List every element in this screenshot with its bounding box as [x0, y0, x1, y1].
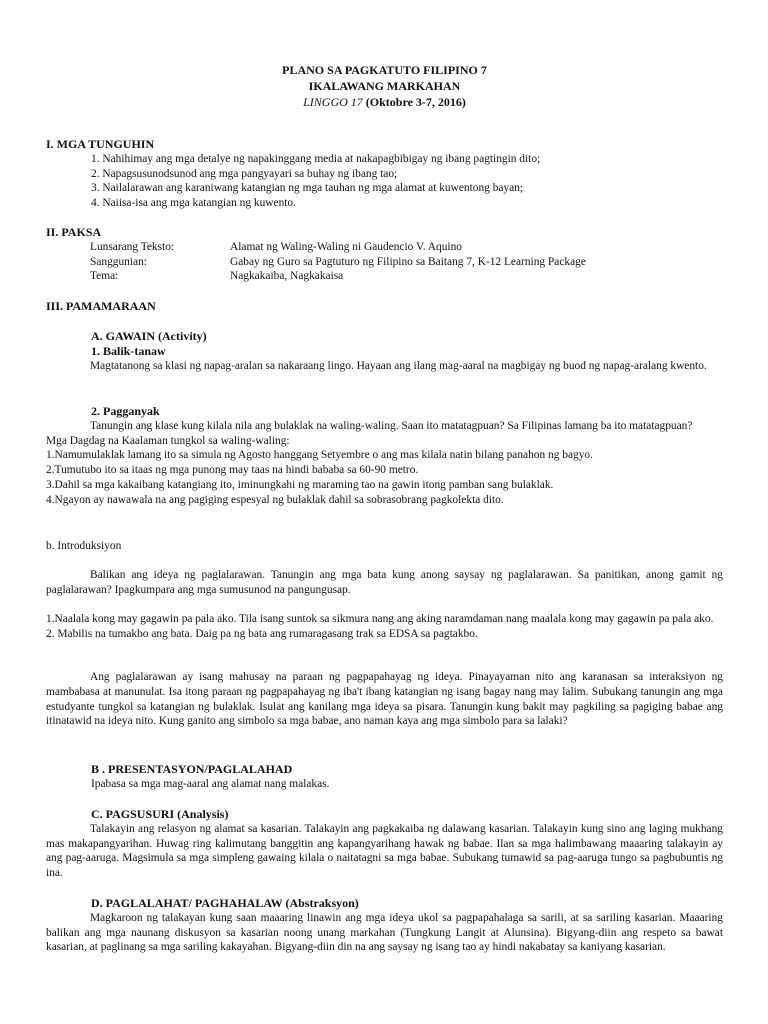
header-week-line — [46, 94, 723, 110]
comparison-item: 1.Naalala kong may gagawin pa pala ako. Tila isang suntok sa sikmura nang ang aking naramdaman nang maalala kong may gagawin pa pala ako. — [46, 613, 714, 625]
activity-title: A. GAWAIN (Activity) — [91, 329, 207, 343]
objective-item: 1. Nahihimay ang mga detalye ng napakinggang media at nakapagbibigay ng ibang pagtingin dito; — [91, 152, 541, 165]
objective-item: 3. Nailalarawan ang karaniwang katangian ng mga tauhan ng mga alamat at kuwentong bayan; — [91, 182, 524, 195]
analysis-block — [46, 807, 723, 881]
introduction-text: Balikan ang ideya ng paglalarawan. Tanungin ang mga bata kung anong saysay ng paglalarawan. Sa panitikan, anong gamit ng paglalarawan? Ipagkumpara ang mga sumusunod na pangungusap. — [46, 569, 723, 596]
abstraction-title: D. PAGLALAHAT/ PAGHAHALAW (Abstraksyon) — [91, 896, 359, 910]
topic-value: Nagkakaiba, Nagkakaisa — [230, 270, 344, 283]
document-header — [46, 62, 723, 110]
presentation-block — [46, 762, 723, 792]
section-topic — [46, 225, 723, 284]
description-paragraph: Ang paglalarawan ay isang mahusay na paraan ng pagpapahayag ng ideya. Pinayayaman nito ang karanasan sa interaksiyon ng mambabasa at manunulat. Isa itong paraan ng pagpapahayag ng iba't ibang katangian ng isang bagay nang may lalim. Subukang tanungin ang mga estudyante tungkol sa katangian ng bulaklak. Isulat ang kanilang mga ideya sa pisara. Tanungin kung bakit may pagkiling sa pagiging babae ang itinatawid na ideya nito. Kung ganito ang simbolo sa mga babae, ano naman kaya ang mga simbolo para sa lalaki? — [46, 671, 723, 728]
topic-row — [46, 240, 723, 255]
section-procedure-title: III. PAMAMARAAN — [46, 299, 156, 313]
objective-item: 4. Naiisa-isa ang mga katangian ng kuwento. — [91, 197, 296, 210]
presentation-text: Ipabasa sa mga mag-aaral ang alamat nang malakas. — [91, 777, 330, 790]
header-date: (Oktobre 3-7, 2016) — [365, 95, 466, 109]
section-topic-title: II. PAKSA — [46, 225, 102, 239]
section-objectives — [46, 137, 723, 211]
fact-item: 4.Ngayon ay nawawala na ang pagiging espesyal ng bulaklak dahil sa sobrasobrang pagkolekta dito. — [46, 493, 504, 506]
header-quarter: IKALAWANG MARKAHAN — [308, 79, 461, 93]
introduction-block — [46, 568, 723, 598]
fact-item: 1.Namumulaklak lamang ito sa simula ng Agosto hanggang Setyembre o ang mas kilala natin bilang panahon ng bagyo. — [46, 449, 593, 462]
abstraction-block — [46, 896, 723, 955]
balik-tanaw-text: Magtatanong sa klasi ng napag-aralan sa nakaraang lingo. Hayaan ang ilang mag-aaral na magbigay ng buod ng napag-aralang kwento. — [90, 359, 707, 372]
motivation-block — [46, 404, 723, 508]
header-week: LINGGO 17 — [303, 95, 363, 109]
comparison-item: 2. Mabilis na tumakbo ang bata. Daig pa ng bata ang rumaragasang trak sa EDSA sa pagtakbo. — [46, 627, 478, 640]
topic-key: Lunsarang Teksto: — [90, 240, 175, 253]
analysis-text: Talakayin ang relasyon ng alamat sa kasarian. Talakayin ang pagkakaiba ng dalawang kasarian. Talakayin kung sino ang laging mukhang mas makapangyarihan. Huwag ring kalimutang banggitin ang kapangyarihang hawak ng babae. Ilan sa mga halimbawang maaaring talakayin ay ang pag-aaruga. Magsimula sa mga simpleng gawaing kilala o naitatagni sa mga babae. Subukang tumawid sa pag-aaruga tungo sa pagbubuntis ng ina. — [46, 822, 723, 880]
topic-value: Alamat ng Waling-Waling ni Gaudencio V. Aquino — [230, 240, 462, 253]
topic-row — [46, 255, 723, 270]
objective-item: 2. Napagsusunodsunod ang mga pangyayari sa buhay ng ibang tao; — [91, 167, 398, 180]
description-paragraph-block — [46, 670, 723, 729]
topic-row — [46, 269, 723, 284]
fact-item: 3.Dahil sa mga kakaibang katangiang ito, iminungkahi ng maraming tao na gawin itong pamban sang bulaklak. — [46, 478, 554, 491]
pagganyak-text: Tanungin ang klase kung kilala nila ang bulaklak na waling-waling. Saan ito matatagpuan? Sa Filipinas lamang ba ito matatagpuan? — [90, 419, 693, 432]
section-objectives-title: I. MGA TUNGUHIN — [46, 137, 155, 151]
pagganyak-title: 2. Pagganyak — [91, 404, 160, 418]
balik-tanaw-title: 1. Balik-tanaw — [91, 343, 166, 358]
header-title: PLANO SA PAGKATUTO FILIPINO 7 — [282, 63, 487, 77]
presentation-title: B . PRESENTASYON/PAGLALAHAD — [91, 762, 293, 776]
abstraction-text: Magkaroon ng talakayan kung saan maaaring linawin ang mga ideya ukol sa pagpapahalaga sa sarili, at sa sariling kasarian. Maaaring balikan ang mga naunang diskusyon sa kasarian noong unang markahan (Tungkung Langit at Alunsina). Bigyang-diin ang respeto sa bawat kasarian, at paglinang sa mga sariling kakayahan. Bigyang-diin din na ang saysay ng isang tao ay hindi nakabatay sa kaniyang kasarian. — [46, 911, 723, 954]
facts-title: Mga Dagdag na Kaalaman tungkol sa waling-waling: — [46, 434, 290, 447]
topic-value: Gabay ng Guro sa Pagtuturo ng Filipino sa Baitang 7, K-12 Learning Package — [230, 255, 586, 268]
introduction-title: b. Introduksiyon — [46, 540, 122, 552]
comparison-list — [46, 612, 723, 642]
analysis-title: C. PAGSUSURI (Analysis) — [91, 807, 229, 821]
activity-block — [46, 329, 723, 373]
fact-item: 2.Tumutubo ito sa itaas ng mga punong may taas na hindi bababa sa 60-90 metro. — [46, 464, 419, 477]
topic-key: Sanggunian: — [90, 255, 147, 268]
topic-key: Tema: — [90, 270, 119, 283]
